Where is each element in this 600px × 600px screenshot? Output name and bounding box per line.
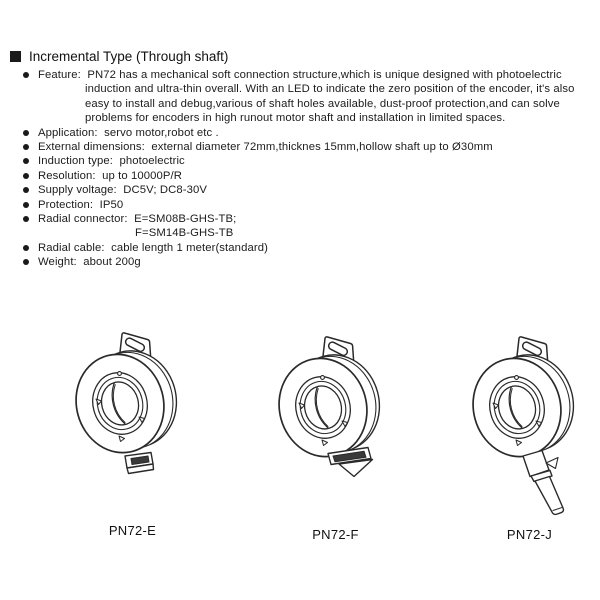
spec-line-feature-cont bbox=[22, 97, 592, 111]
spec-text: Induction type: photoelectric bbox=[38, 155, 185, 168]
spec-text: Radial connector: E=SM08B-GHS-TB; bbox=[38, 213, 237, 226]
spec-text: induction and ultra-thin overall. With an LED to indicate the zero position of the encoder, it's also bbox=[85, 83, 575, 96]
spec-text: Resolution: up to 10000P/R bbox=[38, 169, 183, 182]
spec-line-radial-cable bbox=[22, 241, 592, 255]
spec-text: Protection: IP50 bbox=[38, 198, 124, 211]
spec-text: problems for encoders in high runout motor shaft and installation in limited spaces. bbox=[85, 112, 506, 125]
spec-line-feature-cont bbox=[22, 111, 592, 125]
spec-line-feature bbox=[22, 68, 592, 82]
spec-line-radial-connector bbox=[22, 212, 592, 226]
radial-connector-block bbox=[328, 448, 373, 477]
bullet-icon bbox=[23, 130, 29, 136]
spec-line-resolution bbox=[22, 169, 592, 183]
spec-line-induction-type bbox=[22, 154, 592, 168]
figure-label-pn72-j: PN72-J bbox=[506, 527, 553, 542]
spec-text: External dimensions: external diameter 72mm,thicknes 15mm,hollow shaft up to Ø30mm bbox=[38, 141, 493, 154]
cable-gland bbox=[523, 451, 558, 482]
bullet-icon bbox=[23, 216, 29, 222]
spec-text: Supply voltage: DC5V; DC8-30V bbox=[38, 184, 207, 197]
section-marker-square-icon bbox=[10, 51, 21, 62]
section-title-text: Incremental Type (Through shaft) bbox=[29, 49, 229, 64]
encoder-drawing-pn72-f bbox=[243, 329, 428, 527]
spec-line-application bbox=[22, 126, 592, 140]
bullet-icon bbox=[23, 173, 29, 179]
led-indicator-hole bbox=[515, 376, 519, 380]
spec-line-external-dimensions bbox=[22, 140, 592, 154]
figure-pn72-e bbox=[40, 325, 225, 539]
spec-text: Feature: PN72 has a mechanical soft connection structure,which is unique designed with photoelectric bbox=[38, 69, 562, 81]
bullet-icon bbox=[23, 202, 29, 208]
spec-line-protection bbox=[22, 198, 592, 212]
spec-text: Application: servo motor,robot etc . bbox=[38, 126, 219, 139]
figure-label-pn72-f: PN72-F bbox=[312, 527, 359, 542]
encoder-drawing-pn72-e bbox=[40, 325, 225, 523]
figure-label-pn72-e: PN72-E bbox=[108, 523, 157, 538]
led-indicator-hole bbox=[321, 376, 325, 380]
spec-line-supply-voltage bbox=[22, 183, 592, 197]
spec-text: easy to install and debug,various of shaft holes available, dust-proof protection,and can solve bbox=[85, 97, 560, 110]
figure-pn72-j bbox=[437, 329, 600, 543]
spec-line-radial-connector-cont bbox=[22, 226, 592, 240]
spec-line-weight bbox=[22, 255, 592, 269]
led-indicator-hole bbox=[118, 372, 122, 376]
bullet-icon bbox=[23, 72, 29, 78]
spec-text: Radial cable: cable length 1 meter(standard) bbox=[38, 241, 268, 254]
bullet-icon bbox=[23, 144, 29, 150]
spec-text: Weight: about 200g bbox=[38, 256, 141, 269]
radial-connector-block bbox=[125, 453, 154, 474]
spec-list bbox=[22, 68, 592, 270]
encoder-drawing-pn72-j bbox=[437, 329, 600, 527]
radial-cable bbox=[535, 477, 563, 515]
figure-pn72-f bbox=[243, 329, 428, 543]
bullet-icon bbox=[23, 158, 29, 164]
bullet-icon bbox=[23, 187, 29, 193]
spec-line-feature-cont bbox=[22, 82, 592, 96]
spec-text: F=SM14B-GHS-TB bbox=[135, 227, 234, 240]
bullet-icon bbox=[23, 245, 29, 251]
bullet-icon bbox=[23, 259, 29, 265]
section-title bbox=[10, 48, 228, 65]
